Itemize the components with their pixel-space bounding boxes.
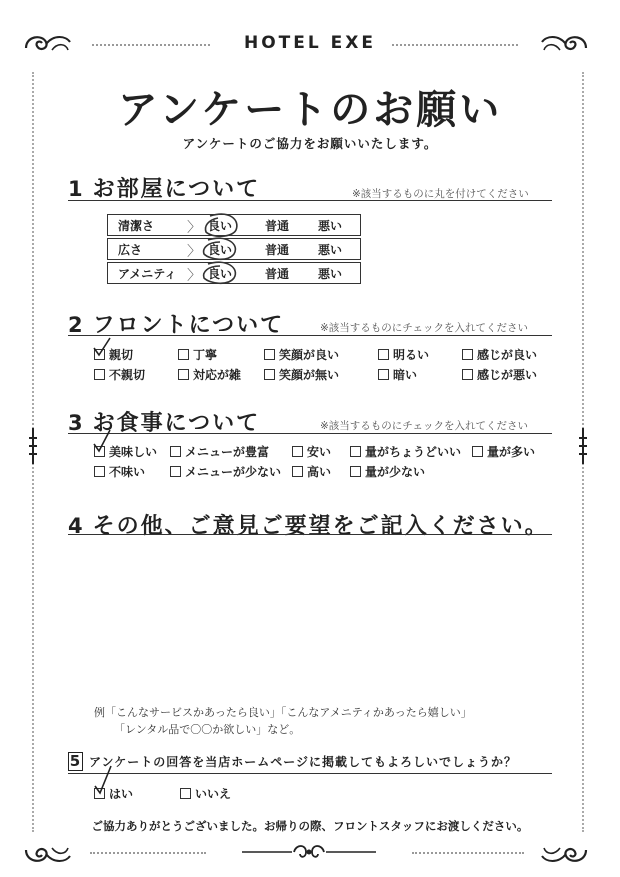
side-ornament-right [577,428,589,464]
corner-ornament-bottom-left [22,838,74,868]
checkbox-no[interactable] [180,785,231,802]
checkbox-label: メニューが少ない [185,465,282,479]
checkbox-label: 量がちょうどいい [365,445,462,459]
checkbox-label: 暗い [393,368,418,382]
footer-thanks: ご協力ありがとうございました。お帰りの際、フロントスタッフにお渡しください。 [91,819,529,833]
hotel-brand: HOTEL EXE [244,33,376,53]
section4-title: その他、ご意見ご要望をご記入ください。 [92,514,549,539]
checkbox-no-smile[interactable] [264,366,339,383]
checkbox-polite[interactable] [178,346,217,363]
section3-title: お食事について [92,411,261,436]
room-row-label: 清潔さ [118,219,155,233]
rating-average-option[interactable]: 普通 [265,219,290,233]
bottom-border-right [412,852,524,854]
checkbox-bright[interactable] [378,346,429,363]
checkbox-label: 感じが悪い [477,368,538,382]
room-row-amenity [107,262,361,284]
checkbox-box[interactable] [350,446,361,457]
section2-rule [68,335,552,336]
example-text-line2: 「レンタル品で〇〇か欲しい」など。 [114,723,301,736]
rating-good-option[interactable]: 良い [208,267,233,281]
checkbox-label: 笑顔が良い [279,348,340,362]
checkbox-box[interactable] [94,369,105,380]
checkbox-box[interactable] [94,788,105,799]
rating-bad-option[interactable]: 悪い [318,219,343,233]
checkbox-unpleasant[interactable] [462,366,537,383]
section4-number: 4 [68,514,85,538]
rating-good-option[interactable]: 良い [208,243,233,257]
checkbox-box[interactable] [94,446,105,457]
section5-number: 5 [69,752,82,770]
checkbox-box[interactable] [178,349,189,360]
checkbox-large-amount[interactable] [472,443,535,460]
corner-ornament-bottom-right [538,838,590,868]
checkbox-right-amount[interactable] [350,443,461,460]
checkbox-label: 量が多い [487,445,536,459]
checkbox-cheap[interactable] [292,443,331,460]
checkbox-label: はい [109,787,134,801]
section1-rule [68,200,552,201]
checkbox-yes[interactable] [94,785,133,802]
checkbox-box[interactable] [170,446,181,457]
section3-rule [68,433,552,434]
checkbox-box[interactable] [170,466,181,477]
checkbox-label: 感じが良い [477,348,538,362]
section5-question-text: アンケートの回答を当店ホームページに掲載してもよろしいでしょうか？ [89,755,518,769]
checkbox-bad-taste[interactable] [94,463,145,480]
checkbox-pleasant[interactable] [462,346,537,363]
chevron-right-icon: 〉 [187,268,201,284]
rating-average-option[interactable]: 普通 [265,243,290,257]
comment-area[interactable] [68,540,552,696]
section2-number: 2 [68,313,85,337]
section1-number: 1 [68,177,85,201]
section3-note: ※該当するものにチェックを入れてください [320,420,528,432]
example-text-line1: 例「こんなサービスかあったら良い」「こんなアメニティかあったら嬉しい」 [94,706,472,719]
section1-note: ※該当するものに丸を付けてください [352,188,529,200]
chevron-right-icon: 〉 [187,220,201,236]
checkbox-label: 親切 [109,348,134,362]
checkbox-label: 明るい [393,348,430,362]
checkbox-careless[interactable] [178,366,241,383]
checkbox-label: 量が少ない [365,465,426,479]
checkbox-good-smile[interactable] [264,346,339,363]
checkbox-label: 安い [307,445,332,459]
checkbox-delicious[interactable] [94,443,157,460]
rating-average-option[interactable]: 普通 [265,267,290,281]
checkbox-label: 不味い [109,465,146,479]
checkbox-box[interactable] [94,349,105,360]
section1-heading [68,172,260,203]
checkbox-box[interactable] [180,788,191,799]
page-subtitle: アンケートのご協力をお願いいたします。 [182,136,438,151]
bottom-center-ornament [240,842,378,862]
checkbox-box[interactable] [292,446,303,457]
room-row-label: 広さ [118,243,143,257]
checkbox-rich-menu[interactable] [170,443,269,460]
section4-heading [68,509,549,540]
checkbox-label: いいえ [195,787,232,801]
chevron-right-icon: 〉 [187,244,201,260]
checkbox-small-amount[interactable] [350,463,425,480]
side-ornament-left [27,428,39,464]
rating-bad-option[interactable]: 悪い [318,243,343,257]
rating-good-option[interactable]: 良い [208,219,233,233]
checkbox-box[interactable] [178,369,189,380]
checkbox-label: 対応が雑 [193,368,242,382]
checkbox-box[interactable] [94,466,105,477]
room-row-size [107,238,361,260]
checkbox-box[interactable] [462,369,473,380]
bottom-border-left [90,852,206,854]
section5-question [68,752,517,771]
checkbox-few-menu[interactable] [170,463,281,480]
checkbox-box[interactable] [350,466,361,477]
room-row-label: アメニティ [118,267,177,281]
section5-rule [68,773,552,774]
section4-rule [68,534,552,535]
checkbox-kind[interactable] [94,346,133,363]
checkbox-label: 不親切 [109,368,146,382]
room-row-cleanliness [107,214,361,236]
checkbox-dark[interactable] [378,366,417,383]
checkbox-box[interactable] [378,349,389,360]
checkbox-label: 美味しい [109,445,158,459]
checkbox-box[interactable] [292,466,303,477]
checkbox-box[interactable] [264,349,275,360]
checkbox-box[interactable] [472,446,483,457]
section2-note: ※該当するものにチェックを入れてください [320,322,528,334]
checkbox-label: 丁寧 [193,348,218,362]
checkbox-box[interactable] [378,369,389,380]
checkbox-label: 笑顔が無い [279,368,340,382]
checkbox-expensive[interactable] [292,463,331,480]
rating-bad-option[interactable]: 悪い [318,267,343,281]
checkbox-label: 高い [307,465,332,479]
section2-title: フロントについて [92,313,285,338]
section3-number: 3 [68,411,85,435]
section1-title: お部屋について [92,177,261,202]
checkbox-unkind[interactable] [94,366,145,383]
checkbox-box[interactable] [462,349,473,360]
checkbox-box[interactable] [264,369,275,380]
page-title: アンケートのお願い [117,87,503,133]
checkbox-label: メニューが豊富 [185,445,270,459]
